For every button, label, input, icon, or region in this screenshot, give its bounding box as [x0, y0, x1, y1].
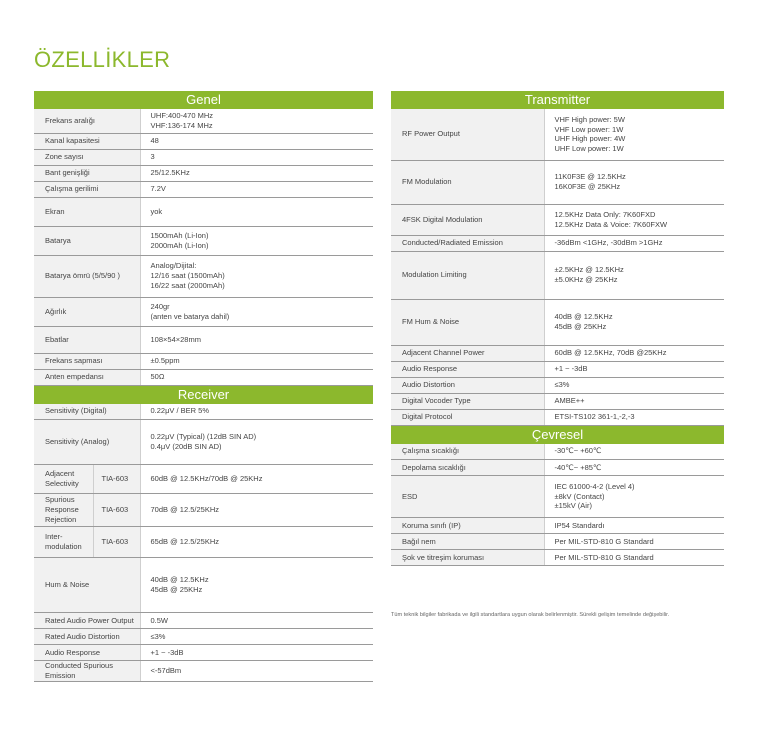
spec-label-fm-hum-noise: FM Hum & Noise — [391, 299, 544, 345]
spec-value-line: 45dB @ 25KHz — [554, 322, 607, 331]
spec-value-line: 12/16 saat (1500mAh) — [150, 271, 225, 281]
spec-value-line: 60dB @ 12.5KHz/70dB @ 25KHz — [150, 474, 263, 484]
table-row — [34, 165, 373, 181]
table-row — [391, 518, 724, 534]
table-row — [34, 465, 373, 494]
spec-label-koruma-sinifi-ip: Koruma sınıfı (IP) — [391, 518, 544, 534]
spec-value-adjacent-channel-power — [544, 345, 724, 361]
spec-value-line: VHF High power: 5W — [554, 114, 625, 124]
spec-value-line: UHF High power: 4W — [554, 134, 626, 144]
spec-value-bagil-nem — [544, 534, 724, 550]
spec-value-sensitivity-digital — [140, 404, 373, 420]
spec-label-anten-empedansi: Anten empedansı — [34, 369, 140, 385]
table-row — [34, 326, 373, 353]
table-row — [391, 345, 724, 361]
spec-value-line: 45dB @ 25KHz — [150, 585, 203, 594]
section-header-cevresel: Çevresel — [391, 426, 724, 444]
table-row — [34, 181, 373, 197]
cevresel-table — [391, 444, 724, 567]
spec-value-line: ±5.0KHz @ 25KHz — [554, 275, 618, 284]
transmitter-table — [391, 109, 724, 426]
table-row — [34, 527, 373, 558]
spec-label-ekran: Ekran — [34, 197, 140, 226]
spec-value-line: 16/22 saat (2000mAh) — [150, 280, 225, 290]
spec-label-rf-power-output: RF Power Output — [391, 109, 544, 160]
spec-value-batarya-omru-5-5-90 — [140, 255, 373, 297]
table-row — [34, 255, 373, 297]
spec-value-inter-modulation — [140, 527, 373, 558]
spec-value-line: -30℃~ +60℃ — [554, 446, 602, 456]
spec-label-conducted-radiated-emission: Conducted/Radiated Emission — [391, 235, 544, 251]
table-row — [391, 409, 724, 425]
spec-value-line: 40dB @ 12.5KHz — [150, 575, 209, 585]
table-row — [34, 613, 373, 629]
section-header-genel: Genel — [34, 91, 373, 109]
table-row — [34, 226, 373, 255]
spec-value-conducted-radiated-emission — [544, 235, 724, 251]
spec-label-bagil-nem: Bağıl nem — [391, 534, 544, 550]
table-row — [391, 204, 724, 235]
table-row — [34, 661, 373, 682]
spec-value-line: 2000mAh (Li-Ion) — [150, 240, 209, 250]
spec-value-rated-audio-distortion — [140, 629, 373, 645]
spec-label-sensitivity-analog: Sensitivity (Analog) — [34, 420, 140, 465]
spec-value-line: AMBE++ — [554, 396, 585, 406]
spec-label-rated-audio-power-output: Rated Audio Power Output — [34, 613, 140, 629]
spec-value-audio-response — [544, 361, 724, 377]
table-row — [391, 476, 724, 518]
spec-label-calisma-sicakligi: Çalışma sıcaklığı — [391, 444, 544, 460]
table-row — [391, 550, 724, 566]
table-row — [34, 494, 373, 527]
table-row — [34, 109, 373, 133]
spec-value-depolama-sicakligi — [544, 460, 724, 476]
spec-label-audio-distortion: Audio Distortion — [391, 377, 544, 393]
spec-label-rated-audio-distortion: Rated Audio Distortion — [34, 629, 140, 645]
spec-value-line: 11K0F3E @ 12.5KHz — [554, 172, 626, 182]
spec-value-line: ≤3% — [150, 631, 166, 641]
spec-value-line: 0.5W — [150, 615, 169, 625]
spec-label-sok-ve-titresim-korumasi: Şok ve titreşim koruması — [391, 550, 544, 566]
spec-label-fm-modulation: FM Modulation — [391, 160, 544, 204]
spec-value-koruma-sinifi-ip — [544, 518, 724, 534]
spec-value-modulation-limiting — [544, 251, 724, 299]
spec-label-batarya: Batarya — [34, 226, 140, 255]
section-header-transmitter: Transmitter — [391, 91, 724, 109]
page-title: ÖZELLİKLER — [34, 47, 171, 72]
table-row — [391, 361, 724, 377]
spec-label-agirlik: Ağırlık — [34, 297, 140, 326]
left-column — [34, 91, 373, 682]
spec-value-line: 48 — [150, 136, 159, 146]
table-row — [34, 197, 373, 226]
spec-value-line: 12.5KHz Data Only: 7K60FXD — [554, 209, 656, 219]
spec-value-rf-power-output — [544, 109, 724, 160]
spec-label-4fsk-digital-modulation: 4FSK Digital Modulation — [391, 204, 544, 235]
spec-label-hum-noise: Hum & Noise — [34, 558, 140, 613]
spec-label-calisma-gerilimi: Çalışma gerilimi — [34, 181, 140, 197]
spec-value-line: ≤3% — [554, 380, 570, 390]
table-row — [391, 377, 724, 393]
spec-value-digital-vocoder-type — [544, 393, 724, 409]
spec-value-line: 40dB @ 12.5KHz — [554, 312, 613, 322]
spec-value-line: IP54 Standardı — [554, 520, 605, 530]
spec-label-digital-vocoder-type: Digital Vocoder Type — [391, 393, 544, 409]
spec-label-audio-response: Audio Response — [34, 645, 140, 661]
spec-value-esd — [544, 476, 724, 518]
spec-value-line: +1 ~ -3dB — [150, 647, 184, 657]
table-row — [391, 393, 724, 409]
spec-value-line: IEC 61000-4-2 (Level 4) — [554, 481, 635, 491]
spec-value-line: 108×54×28mm — [150, 334, 201, 344]
genel-table — [34, 109, 373, 386]
spec-label-sensitivity-digital: Sensitivity (Digital) — [34, 404, 140, 420]
spec-label-digital-protocol: Digital Protocol — [391, 409, 544, 425]
spec-value-line: +1 ~ -3dB — [554, 364, 588, 374]
spec-value-line: ±2.5KHz @ 12.5KHz — [554, 265, 624, 275]
table-row — [34, 369, 373, 385]
spec-label-modulation-limiting: Modulation Limiting — [391, 251, 544, 299]
spec-value-line: ±0.5ppm — [150, 356, 180, 366]
spec-value-line: 65dB @ 12.5/25KHz — [150, 537, 219, 547]
right-column — [391, 91, 724, 566]
spec-value-fm-hum-noise — [544, 299, 724, 345]
spec-value-line: Per MIL-STD-810 G Standard — [554, 552, 654, 562]
section-header-receiver: Receiver — [34, 386, 373, 404]
table-row — [34, 149, 373, 165]
spec-value-line: 50Ω — [150, 372, 165, 382]
spec-value-audio-distortion — [544, 377, 724, 393]
spec-label-batarya-omru-5-5-90: Batarya ömrü (5/5/90 ) — [34, 255, 140, 297]
spec-value-conducted-spurious-emission — [140, 661, 373, 682]
spec-label-depolama-sicakligi: Depolama sıcaklığı — [391, 460, 544, 476]
spec-value-sensitivity-analog — [140, 420, 373, 465]
spec-label-audio-response: Audio Response — [391, 361, 544, 377]
spec-label-esd: ESD — [391, 476, 544, 518]
spec-label-adjacent-selectivity: Adjacent Selectivity — [34, 465, 93, 494]
spec-value-line: 240gr — [150, 301, 170, 311]
table-row — [34, 404, 373, 420]
spec-value-calisma-gerilimi — [140, 181, 373, 197]
spec-value-line: UHF Low power: 1W — [554, 144, 624, 153]
spec-value-rated-audio-power-output — [140, 613, 373, 629]
spec-value-zone-sayisi — [140, 149, 373, 165]
spec-label-ebatlar: Ebatlar — [34, 326, 140, 353]
table-row — [391, 235, 724, 251]
spec-label-bant-genisligi: Bant genişliği — [34, 165, 140, 181]
spec-value-ebatlar — [140, 326, 373, 353]
spec-value-line: 0.22μV / BER 5% — [150, 406, 210, 416]
spec-value-line: 7.2V — [150, 184, 166, 194]
spec-value-line: 70dB @ 12.5/25KHz — [150, 505, 219, 515]
spec-value-line: VHF Low power: 1W — [554, 124, 624, 134]
spec-value-hum-noise — [140, 558, 373, 613]
spec-value-line: ±8kV (Contact) — [554, 491, 605, 501]
spec-label-inter-modulation: Inter-modulation — [34, 527, 93, 558]
spec-value-frekans-araligi — [140, 109, 373, 133]
spec-value-agirlik — [140, 297, 373, 326]
spec-label-frekans-araligi: Frekans aralığı — [34, 109, 140, 133]
spec-value-line: 0.4μV (20dB SIN AD) — [150, 442, 222, 451]
table-row — [34, 629, 373, 645]
spec-value-anten-empedansi — [140, 369, 373, 385]
spec-label-kanal-kapasitesi: Kanal kapasitesi — [34, 133, 140, 149]
spec-value-line: ETSI-TS102 361-1,-2,-3 — [554, 412, 635, 422]
spec-value-calisma-sicakligi — [544, 444, 724, 460]
table-row — [391, 534, 724, 550]
spec-value-line: 60dB @ 12.5KHz, 70dB @25KHz — [554, 348, 667, 358]
spec-value-line: 25/12.5KHz — [150, 168, 190, 178]
spec-value-line: 1500mAh (Li-Ion) — [150, 230, 209, 240]
spec-value-line: yok — [150, 206, 163, 216]
table-row — [34, 133, 373, 149]
spec-value-digital-protocol — [544, 409, 724, 425]
receiver-table — [34, 404, 373, 682]
spec-value-line: VHF:136-174 MHz — [150, 120, 213, 130]
table-row — [391, 299, 724, 345]
spec-value-line: 3 — [150, 152, 155, 162]
spec-value-line: Per MIL-STD-810 G Standard — [554, 536, 654, 546]
spec-value-line: (anten ve batarya dahil) — [150, 311, 230, 321]
spec-label-adjacent-channel-power: Adjacent Channel Power — [391, 345, 544, 361]
spec-value-line: 12.5KHz Data & Voice: 7K60FXW — [554, 219, 668, 229]
spec-value-line: UHF:400-470 MHz — [150, 111, 214, 120]
spec-value-kanal-kapasitesi — [140, 133, 373, 149]
spec-label-spurious-response-rejection: Spurious Response Rejection — [34, 494, 93, 527]
spec-value-audio-response — [140, 645, 373, 661]
spec-standard: TIA-603 — [93, 465, 140, 494]
spec-value-fm-modulation — [544, 160, 724, 204]
table-row — [34, 558, 373, 613]
spec-value-line: Analog/Dijital: — [150, 261, 197, 271]
footnote: Tüm teknik bilgiler fabrikada ve ilgili standartlara uygun olarak belirlenmiştir. Sürekli gelişim temelinde değişebilir. — [391, 612, 670, 618]
spec-value-line: 16K0F3E @ 25KHz — [554, 182, 621, 191]
spec-value-bant-genisligi — [140, 165, 373, 181]
spec-value-frekans-sapmasi — [140, 353, 373, 369]
spec-value-ekran — [140, 197, 373, 226]
spec-value-line: 0.22μV (Typical) (12dB SIN AD) — [150, 432, 257, 442]
spec-value-batarya — [140, 226, 373, 255]
table-row — [34, 420, 373, 465]
spec-value-sok-ve-titresim-korumasi — [544, 550, 724, 566]
table-row — [391, 160, 724, 204]
spec-value-adjacent-selectivity — [140, 465, 373, 494]
spec-standard: TIA-603 — [93, 527, 140, 558]
spec-label-zone-sayisi: Zone sayısı — [34, 149, 140, 165]
spec-value-line: -36dBm <1GHz, -30dBm >1GHz — [554, 238, 663, 248]
table-row — [391, 444, 724, 460]
spec-value-4fsk-digital-modulation — [544, 204, 724, 235]
table-row — [34, 353, 373, 369]
table-row — [391, 251, 724, 299]
spec-value-line: -40℃~ +85℃ — [554, 462, 602, 472]
spec-value-line: ±15kV (Air) — [554, 501, 592, 511]
table-row — [391, 109, 724, 160]
spec-label-frekans-sapmasi: Frekans sapması — [34, 353, 140, 369]
table-row — [391, 460, 724, 476]
spec-value-spurious-response-rejection — [140, 494, 373, 527]
spec-label-conducted-spurious-emission: Conducted Spurious Emission — [34, 661, 140, 682]
table-row — [34, 297, 373, 326]
spec-value-line: <-57dBm — [150, 665, 182, 675]
spec-standard: TIA-603 — [93, 494, 140, 527]
table-row — [34, 645, 373, 661]
